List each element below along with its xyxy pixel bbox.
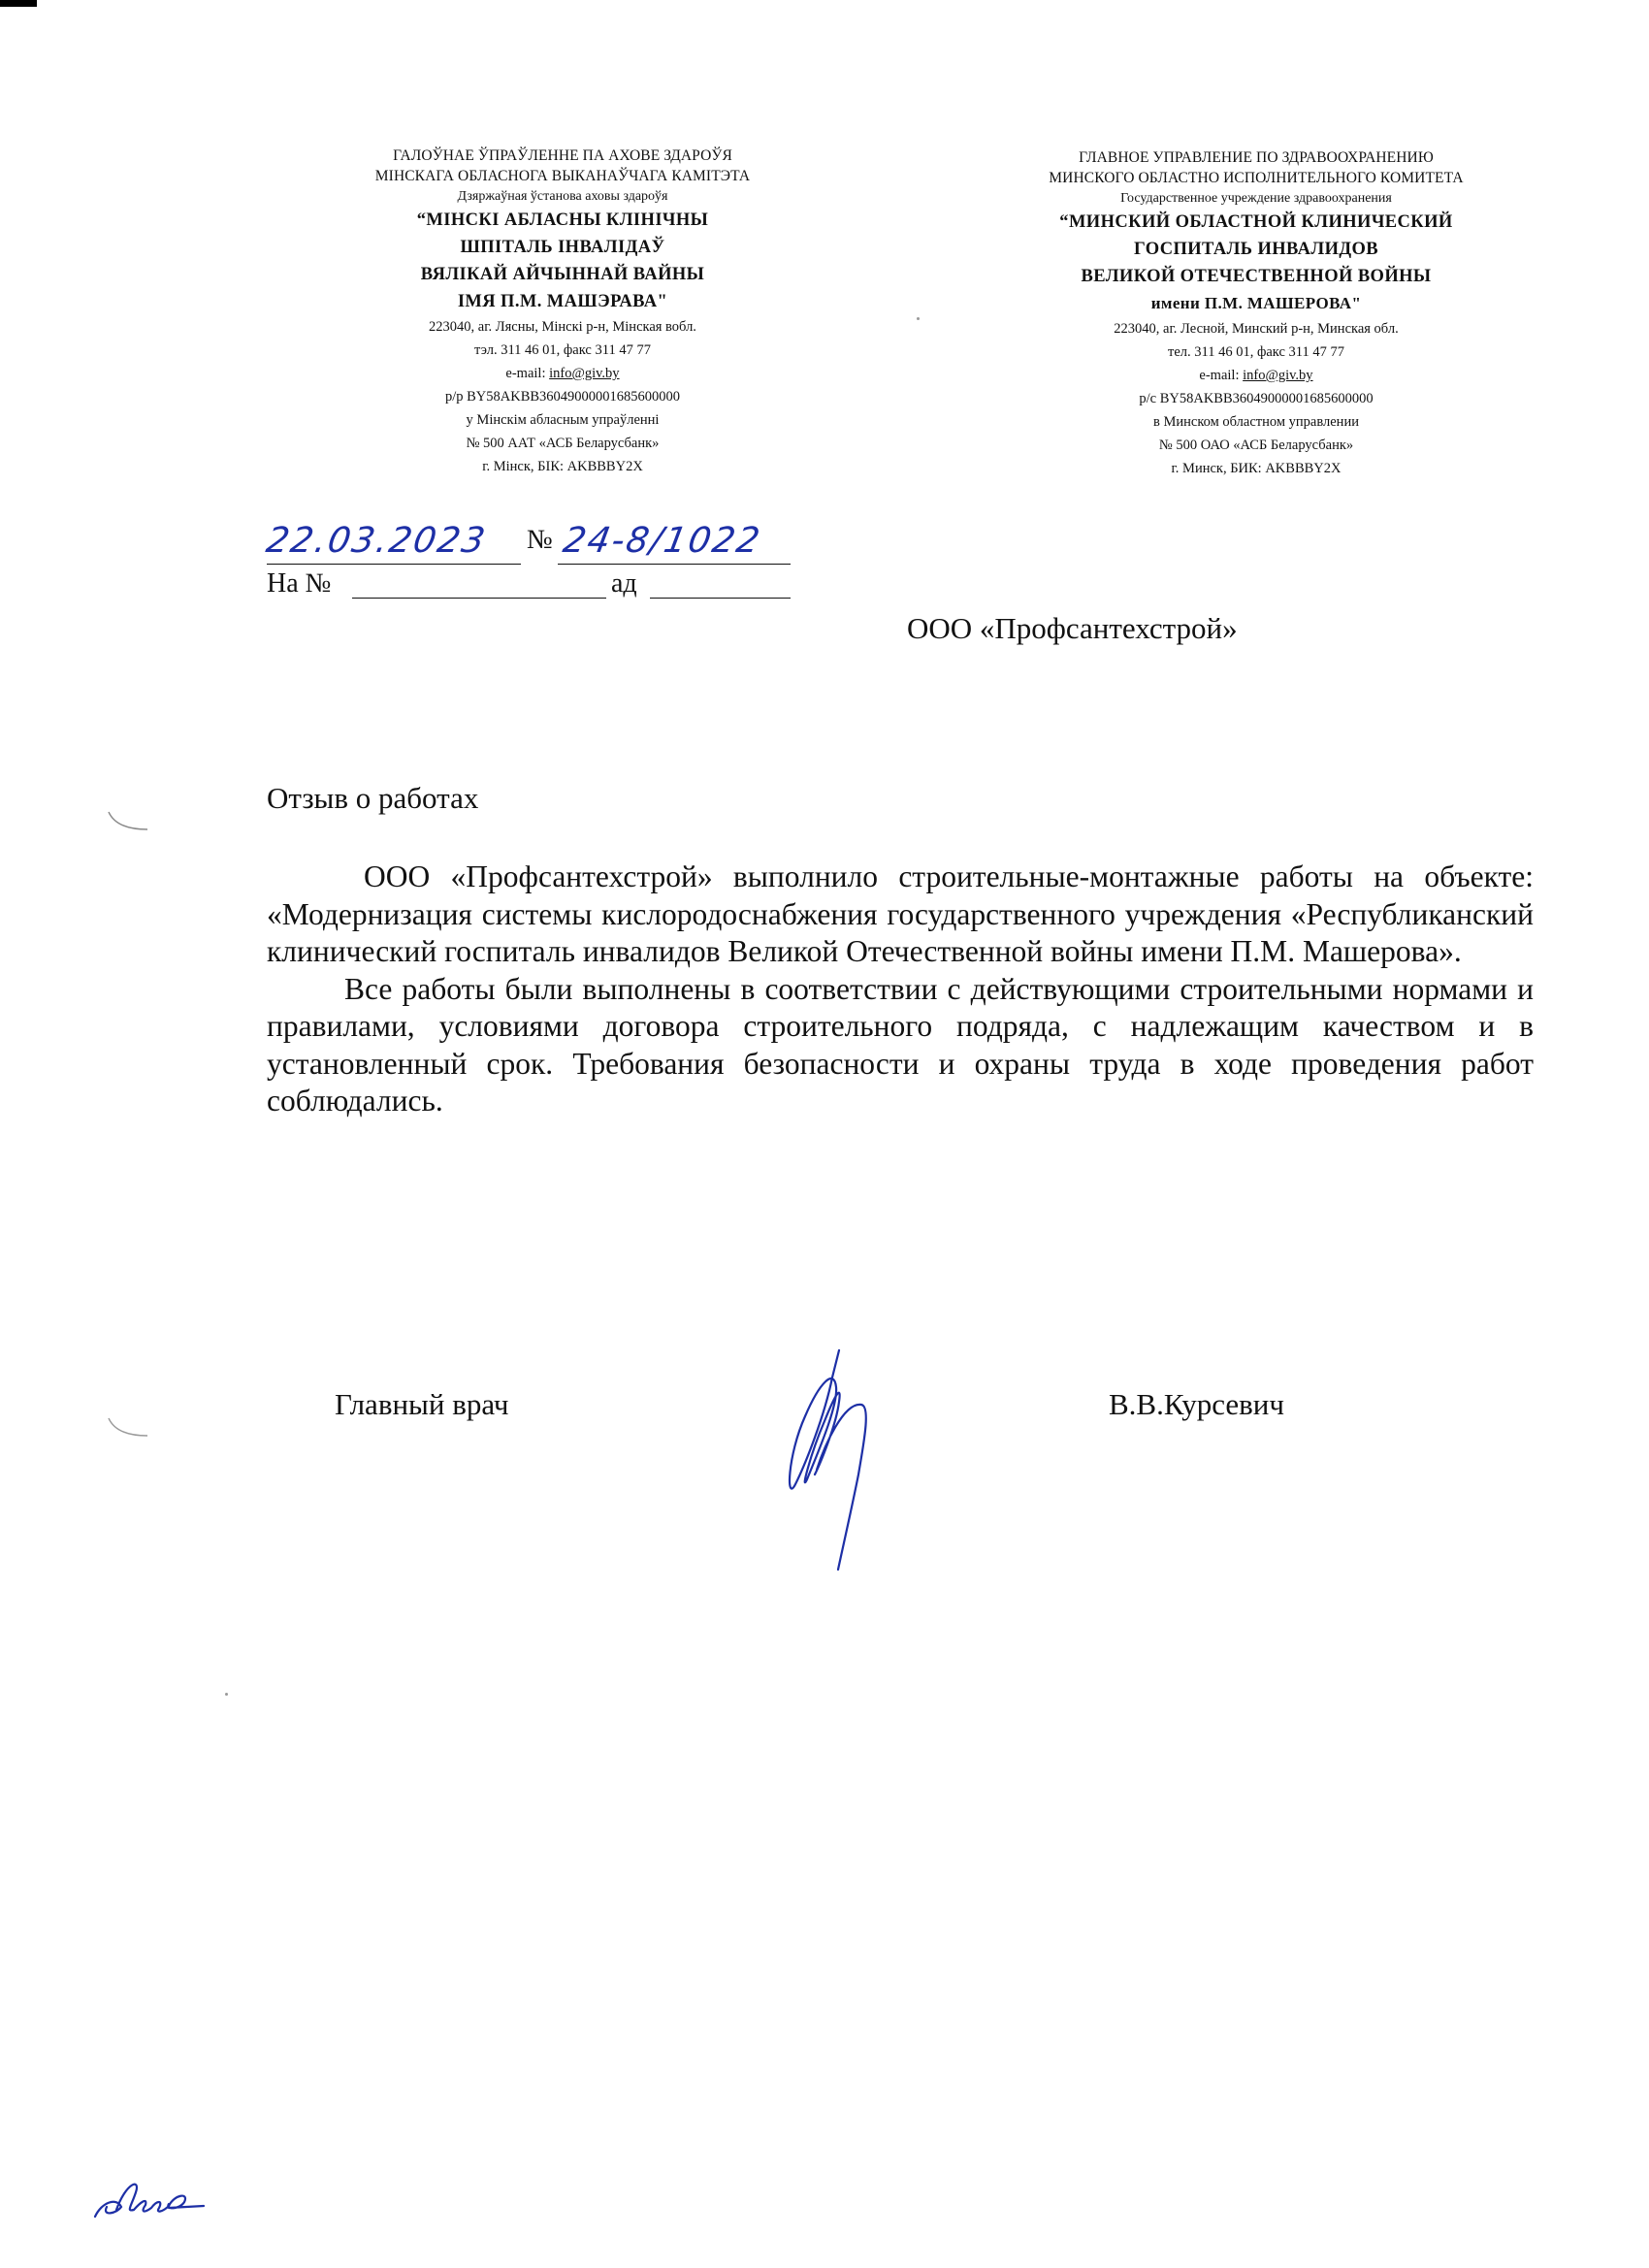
bank-line: в Минском областном управлении: [1153, 414, 1359, 430]
email-link[interactable]: info@giv.by: [549, 366, 620, 381]
email-line: [980, 364, 1533, 387]
document-title: Отзыв о работах: [267, 781, 479, 815]
reply-to-field: [352, 565, 606, 599]
bank-line: № 500 ОАО «АСБ Беларусбанк»: [1158, 437, 1354, 453]
registration-line: [263, 519, 791, 564]
reply-to-label: На №: [267, 568, 332, 599]
number-field: [558, 519, 791, 565]
initials-mark-icon: [87, 2173, 223, 2231]
institution-name: ІМЯ П.М. МАШЭРАВА": [457, 292, 668, 311]
from-label: ад: [611, 568, 637, 599]
letterhead-line: Дзяржаўная ўстанова аховы здароўя: [457, 189, 668, 204]
scan-speck: [225, 1693, 228, 1696]
letterhead-line: МИНСКОГО ОБЛАСТНО ИСПОЛНИТЕЛЬНОГО КОМИТЕТА: [1049, 170, 1464, 186]
bank-account: р/р BY58AKBB36049000001685600000: [444, 389, 681, 405]
from-field: [650, 565, 791, 599]
email-label: e-mail:: [1199, 368, 1244, 383]
institution-name: ГОСПИТАЛЬ ИНВАЛИДОВ: [1133, 240, 1379, 259]
letterhead-line: Государственное учреждение здравоохранения: [1120, 191, 1392, 206]
institution-name: ВЯЛІКАЙ АЙЧЫННАЙ ВАЙНЫ: [420, 265, 705, 284]
reply-to-line: [267, 565, 791, 603]
signature-block: [0, 1377, 1649, 1571]
body-paragraph: ООО «Профсантехстрой» выполнило строительные-монтажные работы на объекте: «Модернизация системы кислородоснабжения государственного учреждения «Республиканский клинический госпиталь инвалидов Великой Отечественной войны имени П.М. Машерова».: [267, 859, 1534, 968]
letterhead-belarusian: [291, 146, 834, 478]
bank-bic: г. Мінск, БІК: AKBBBY2X: [482, 459, 643, 474]
institution-name: “МИНСКИЙ ОБЛАСТНОЙ КЛИНИЧЕСКИЙ: [1059, 212, 1453, 232]
address: 223040, аг. Лясны, Мінскі р-н, Мінская вобл.: [429, 319, 696, 335]
letter-body: [267, 859, 1534, 1120]
phone-fax: тэл. 311 46 01, факс 311 47 77: [474, 342, 651, 358]
letterhead-russian: [980, 147, 1533, 480]
body-paragraph: Все работы были выполнены в соответствии с действующими строительными нормами и правилами, условиями договора строительного подряда, с надлежащим качеством и в установленный срок. Требования безопасности и охраны труда в ходе проведения работ соблюдались.: [267, 971, 1534, 1118]
bank-account: р/с BY58AKBB36049000001685600000: [1139, 391, 1374, 406]
punch-hole-mark: [107, 810, 150, 834]
institution-name: ШПІТАЛЬ ІНВАЛІДАЎ: [460, 238, 665, 257]
letterhead-line: ГАЛОЎНАЕ ЎПРАЎЛЕННЕ ПА АХОВЕ ЗДАРОЎЯ: [393, 147, 732, 164]
email-link[interactable]: info@giv.by: [1243, 368, 1313, 383]
handwritten-date: 22.03.2023: [263, 521, 490, 561]
address: 223040, аг. Лесной, Минский р-н, Минская обл.: [1114, 321, 1399, 337]
bank-line: у Мінскім абласным упраўленні: [466, 412, 660, 428]
signer-name: В.В.Курсевич: [1109, 1387, 1284, 1421]
date-field: [263, 519, 521, 565]
handwritten-number: 24-8/1022: [560, 521, 765, 561]
email-line: [291, 362, 834, 385]
letterhead-line: МІНСКАГА ОБЛАСНОГА ВЫКАНАЎЧАГА КАМІТЭТА: [374, 168, 751, 184]
letterhead-line: ГЛАВНОЕ УПРАВЛЕНИЕ ПО ЗДРАВООХРАНЕНИЮ: [1079, 149, 1434, 166]
handwritten-signature-icon: [766, 1348, 912, 1571]
phone-fax: тел. 311 46 01, факс 311 47 77: [1167, 344, 1344, 360]
signer-position: Главный врач: [335, 1387, 509, 1421]
number-label: №: [527, 525, 553, 555]
recipient: ООО «Профсантехстрой»: [907, 611, 1238, 645]
institution-name: ВЕЛИКОЙ ОТЕЧЕСТВЕННОЙ ВОЙНЫ: [1081, 267, 1432, 286]
bank-line: № 500 ААТ «АСБ Беларусбанк»: [466, 436, 660, 451]
scan-edge-mark: [0, 0, 37, 7]
scan-speck: [917, 317, 920, 320]
email-label: e-mail:: [505, 366, 550, 381]
bank-bic: г. Минск, БИК: AKBBBY2X: [1171, 461, 1342, 476]
institution-name: имени П.М. МАШЕРОВА": [1150, 294, 1362, 312]
institution-name: “МІНСКІ АБЛАСНЫ КЛІНІЧНЫ: [416, 211, 709, 230]
